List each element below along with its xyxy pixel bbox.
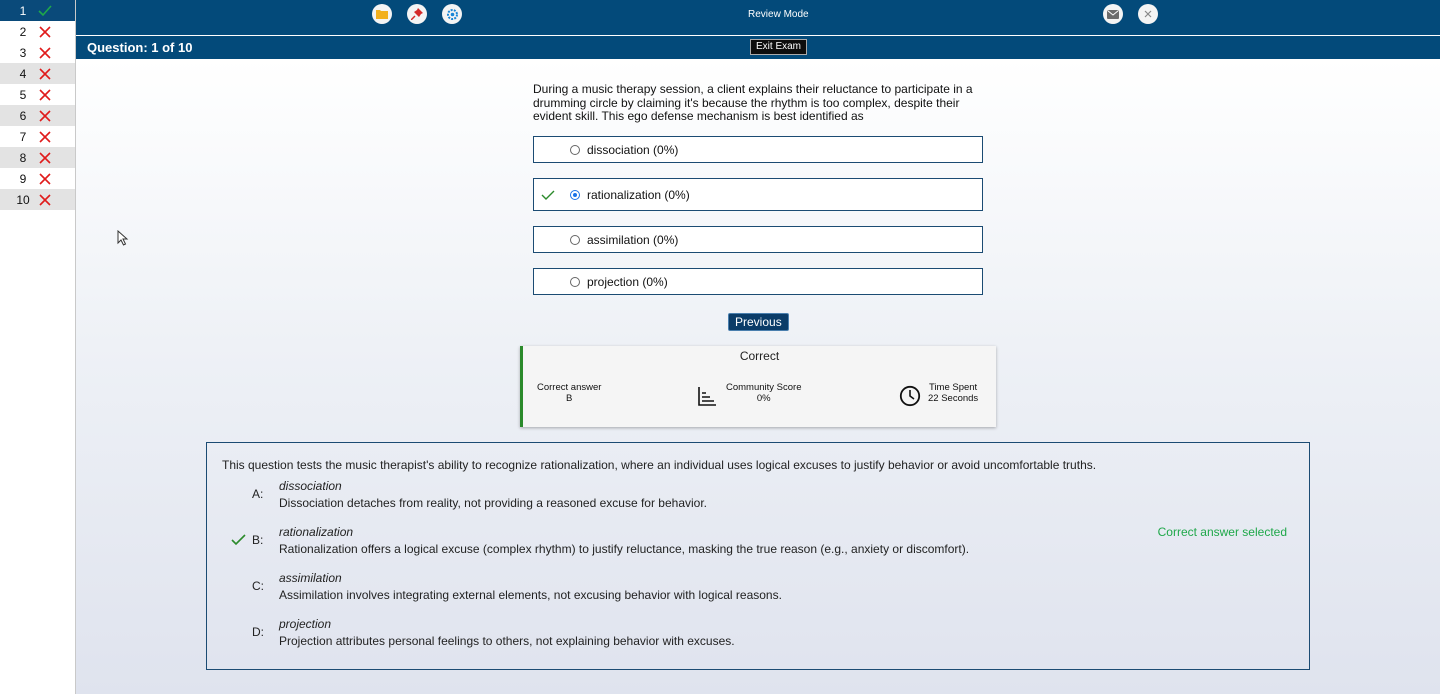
nav-item-10[interactable]: [0, 189, 75, 210]
x-icon: [38, 46, 52, 60]
previous-button[interactable]: Previous: [728, 313, 789, 331]
x-icon: [38, 151, 52, 165]
community-score-label: Community Score: [726, 382, 802, 393]
option-label: projection (0%): [587, 274, 668, 289]
nav-item-number: 4: [19, 66, 27, 81]
exit-exam-button[interactable]: Exit Exam: [750, 39, 807, 55]
nav-item-number: 2: [19, 24, 27, 39]
radio-button[interactable]: [570, 277, 580, 287]
check-icon: [231, 533, 246, 549]
explanation-name: projection: [279, 617, 332, 631]
top-toolbar: [76, 0, 1440, 35]
question-header: [76, 36, 1440, 59]
nav-item-7[interactable]: [0, 126, 75, 147]
x-icon: [38, 25, 52, 39]
correct-answer-selected-label: Correct answer selected: [1157, 525, 1287, 539]
nav-item-2[interactable]: [0, 21, 75, 42]
nav-item-3[interactable]: [0, 42, 75, 63]
close-icon[interactable]: [1138, 4, 1158, 24]
pin-icon[interactable]: [407, 4, 427, 24]
option-a[interactable]: [533, 136, 983, 163]
option-label: dissociation (0%): [587, 142, 679, 157]
nav-item-5[interactable]: [0, 84, 75, 105]
folder-icon[interactable]: [372, 4, 392, 24]
nav-item-number: 8: [19, 150, 27, 165]
x-icon: [38, 67, 52, 81]
clock-icon: [899, 385, 921, 410]
radio-button[interactable]: [570, 190, 580, 200]
time-spent-stat: [928, 382, 978, 404]
nav-item-number: 9: [19, 171, 27, 186]
option-b[interactable]: [533, 178, 983, 211]
result-card: [520, 346, 996, 427]
check-icon: [38, 4, 52, 18]
mail-icon[interactable]: [1103, 4, 1123, 24]
x-icon: [38, 172, 52, 186]
x-icon: [38, 109, 52, 123]
result-title: Correct: [739, 349, 780, 363]
question-stem: During a music therapy session, a client explains their reluctance to participate in a drumming circle by claiming it's because the rhythm is too complex, despite their evident skill. This ego defense mechanism is best identified as: [533, 82, 973, 123]
explanation-desc: Assimilation involves integrating external elements, not excusing behavior with logical reasons.: [279, 588, 782, 602]
nav-item-8[interactable]: [0, 147, 75, 168]
explanation-letter: A:: [252, 487, 264, 501]
explanation-panel: [206, 442, 1310, 670]
explanation-name: dissociation: [279, 479, 342, 493]
nav-item-number: 3: [19, 45, 27, 60]
nav-item-number: 1: [19, 3, 27, 18]
nav-item-number: 7: [19, 129, 27, 144]
nav-item-number: 10: [16, 192, 30, 207]
check-icon: [541, 188, 555, 202]
nav-item-1[interactable]: [0, 0, 75, 21]
community-score-stat: [726, 382, 802, 404]
explanation-desc: Dissociation detaches from reality, not providing a reasoned excuse for behavior.: [279, 496, 708, 510]
radio-button[interactable]: [570, 145, 580, 155]
explanation-letter: D:: [252, 625, 264, 639]
explanation-intro: This question tests the music therapist's ability to recognize rationalization, where an individual uses logical excuses to justify behavior or avoid uncomfortable truths.: [222, 458, 1097, 472]
option-label: assimilation (0%): [587, 232, 679, 247]
correct-answer-label: Correct answer: [537, 382, 602, 393]
radio-button[interactable]: [570, 235, 580, 245]
nav-item-4[interactable]: [0, 63, 75, 84]
question-nav: [0, 0, 76, 694]
time-spent-value: 22 Seconds: [928, 393, 979, 404]
option-label: rationalization (0%): [587, 187, 690, 202]
community-score-value: 0%: [756, 393, 771, 404]
x-icon: [38, 88, 52, 102]
mouse-cursor-icon: [117, 230, 129, 249]
mode-label: Review Mode: [748, 9, 809, 20]
explanation-letter: B:: [252, 533, 264, 547]
x-icon: [38, 193, 52, 207]
settings-icon[interactable]: [442, 4, 462, 24]
explanation-desc: Rationalization offers a logical excuse (complex rhythm) to justify reluctance, masking the true reason (e.g., anxiety or discomfort).: [279, 542, 970, 556]
time-spent-label: Time Spent: [928, 382, 978, 393]
option-c[interactable]: [533, 226, 983, 253]
explanation-desc: Projection attributes personal feelings to others, not explaining behavior with excuses.: [279, 634, 735, 648]
nav-item-6[interactable]: [0, 105, 75, 126]
nav-item-9[interactable]: [0, 168, 75, 189]
correct-answer-stat: [537, 382, 601, 404]
option-d[interactable]: [533, 268, 983, 295]
explanation-name: assimilation: [279, 571, 342, 585]
nav-item-number: 6: [19, 108, 27, 123]
x-icon: [38, 130, 52, 144]
bar-chart-icon: [697, 386, 717, 409]
nav-item-number: 5: [19, 87, 27, 102]
explanation-name: rationalization: [279, 525, 354, 539]
question-counter: Question: 1 of 10: [87, 40, 193, 55]
correct-answer-value: B: [566, 393, 573, 404]
explanation-letter: C:: [252, 579, 264, 593]
